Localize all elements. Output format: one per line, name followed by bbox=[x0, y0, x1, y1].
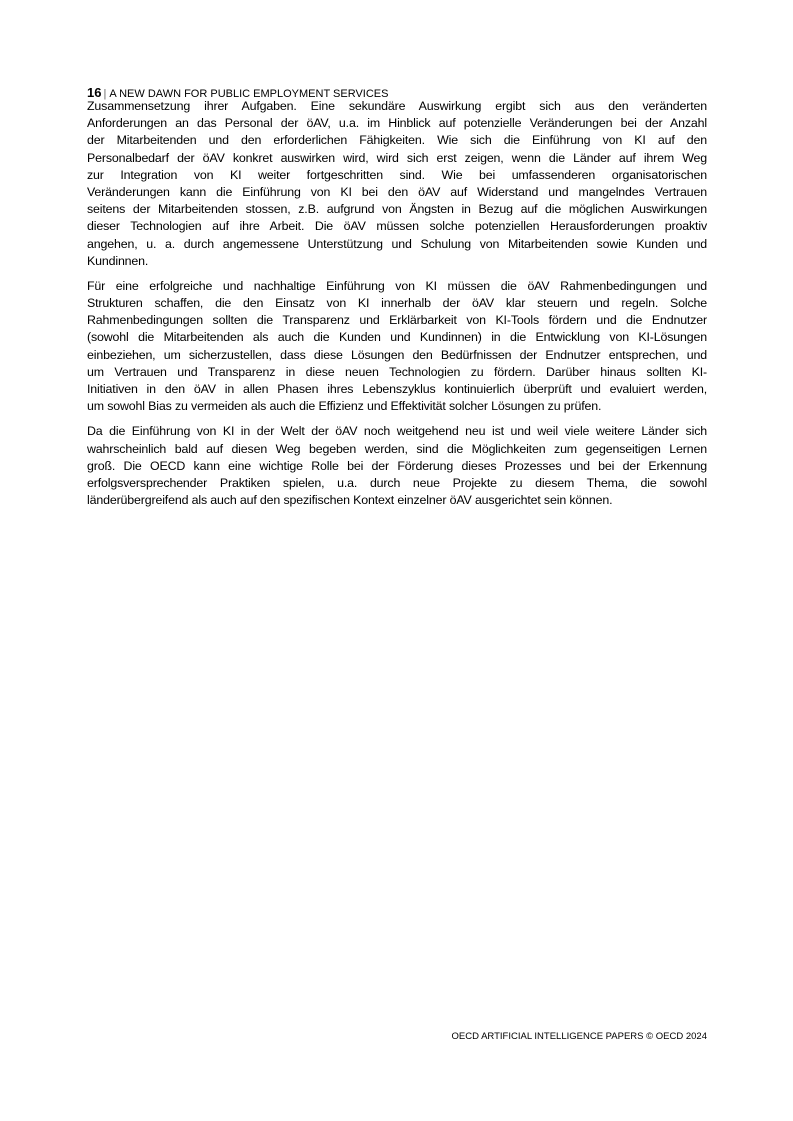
text-line: Strukturen schaffen, die den Einsatz von KI innerhalb der öAV klar steuern und regeln. Solche bbox=[87, 296, 707, 311]
text-line: Initiativen in den öAV in allen Phasen ihres Lebenszyklus kontinuierlich überprüft und evaluiert werden, bbox=[87, 382, 707, 396]
text-line: Da die Einführung von KI in der Welt der öAV noch weitgehend neu ist und weil viele weitere Länder sich bbox=[87, 424, 707, 439]
text-line: seitens der Mitarbeitenden stossen, z.B. aufgrund von Ängsten in Bezug auf die möglichen Auswirkungen bbox=[87, 202, 707, 217]
text-line: Rahmenbedingungen sollten die Transparenz und Erklärbarkeit von KI-Tools fördern und die Endnutzer bbox=[87, 313, 707, 328]
text-line: erfolgsversprechender Praktiken spielen, u.a. durch neue Projekte zu diesem Thema, die sowohl bbox=[87, 475, 707, 490]
text-line: Zusammensetzung ihrer Aufgaben. Eine sekundäre Auswirkung ergibt sich aus den veränderten bbox=[87, 99, 707, 113]
text-line: um Vertrauen und Transparenz in diese neuen Technologien zu fördern. Darüber hinaus sollten KI- bbox=[87, 364, 707, 379]
text-line: Kundinnen. bbox=[87, 253, 149, 268]
text-line: Anforderungen an das Personal der öAV, u.a. im Hinblick auf potenzielle Veränderungen bei der Anzahl bbox=[87, 116, 707, 131]
header-separator: | bbox=[103, 88, 107, 100]
text-line: groß. Die OECD kann eine wichtige Rolle bei der Förderung dieses Prozesses und bei der Erkennung bbox=[87, 458, 707, 473]
text-line: (sowohl die Mitarbeitenden als auch die Kunden und Kundinnen) in die Entwicklung von KI-Lösungen bbox=[87, 330, 707, 345]
text-line: Für eine erfolgreiche und nachhaltige Einführung von KI müssen die öAV Rahmenbedingungen und bbox=[87, 278, 707, 293]
body-text bbox=[87, 98, 707, 517]
text-line: um sowohl Bias zu vermeiden als auch die Effizienz und Effektivität solcher Lösungen zu prüfen. bbox=[87, 399, 602, 414]
text-line: Veränderungen kann die Einführung von KI bei den öAV auf Widerstand und mangelndes Vertrauen bbox=[87, 184, 707, 199]
text-line: wahrscheinlich bald auf diesen Weg begeben werden, sind die Möglichkeiten zum gegenseitigen Lernen bbox=[87, 441, 707, 456]
paragraph bbox=[87, 423, 707, 509]
text-line: einbeziehen, um sicherzustellen, dass diese Lösungen den Bedürfnissen der Endnutzer entsprechen, und bbox=[87, 347, 707, 362]
running-footer: OECD ARTIFICIAL INTELLIGENCE PAPERS © OECD 2024 bbox=[451, 1031, 707, 1042]
text-line: länderübergreifend als auch auf den spezifischen Kontext einzelner öAV ausgerichtet sein können. bbox=[87, 493, 613, 508]
header-title: A NEW DAWN FOR PUBLIC EMPLOYMENT SERVICES bbox=[109, 88, 389, 100]
text-line: Personalbedarf der öAV konkret auswirken wird, wird sich erst zeigen, wenn die Länder auf ihrem Weg bbox=[87, 150, 707, 165]
text-line: angehen, u. a. durch angemessene Unterstützung und Schulung von Mitarbeitenden sowie Kunden und bbox=[87, 236, 707, 251]
paragraph bbox=[87, 98, 707, 270]
text-line: dieser Technologien auf ihre Arbeit. Die öAV müssen solche potenziellen Herausforderungen proaktiv bbox=[87, 219, 707, 234]
paragraph bbox=[87, 278, 707, 416]
text-line: der Mitarbeitenden und den erforderlichen Fähigkeiten. Wie sich die Einführung von KI auf den bbox=[87, 133, 707, 148]
page-number: 16 bbox=[87, 85, 102, 100]
text-line: zur Integration von KI weiter fortgeschritten sind. Wie bei umfassenderen organisatorischen bbox=[87, 167, 707, 182]
